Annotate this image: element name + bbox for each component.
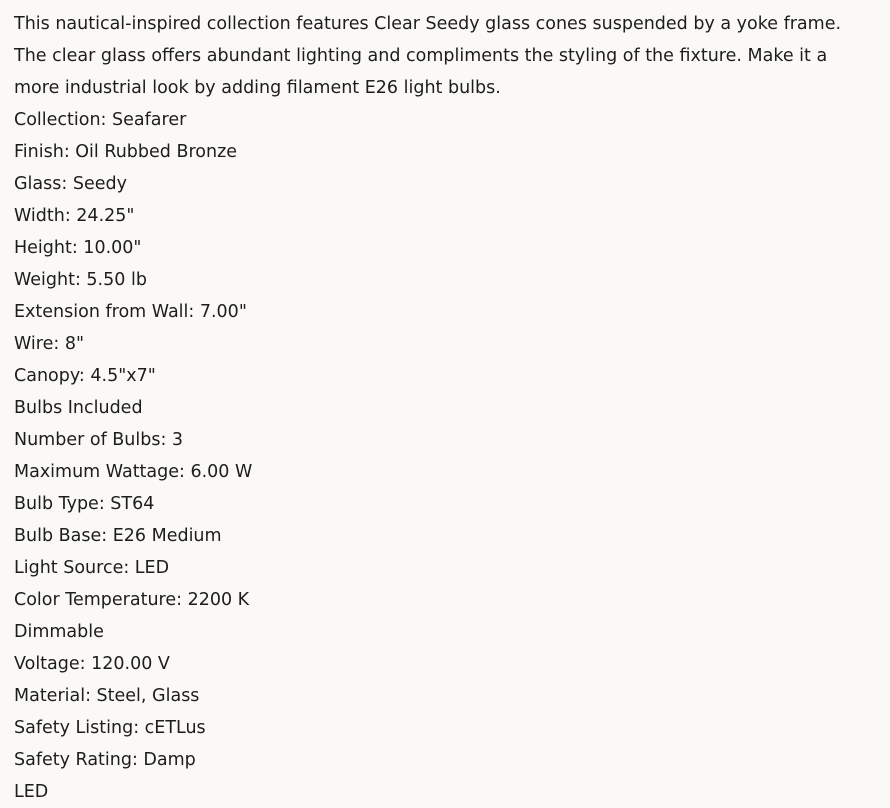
- spec-item-led: LED: [14, 782, 49, 802]
- spec-item-height: Height: 10.00": [14, 238, 142, 258]
- spec-item-dimmable: Dimmable: [14, 622, 104, 642]
- spec-item-extension-from-wall: Extension from Wall: 7.00": [14, 302, 247, 322]
- spec-item-bulb-base: Bulb Base: E26 Medium: [14, 526, 222, 546]
- product-spec-list: [14, 104, 876, 808]
- spec-item-canopy: Canopy: 4.5"x7": [14, 366, 156, 386]
- spec-item-color-temperature: Color Temperature: 2200 K: [14, 590, 250, 610]
- spec-item-maximum-wattage: Maximum Wattage: 6.00 W: [14, 462, 253, 482]
- spec-item-width: Width: 24.25": [14, 206, 135, 226]
- product-intro-paragraph: This nautical-inspired collection features Clear Seedy glass cones suspended by a yoke frame. The clear glass offers abundant lighting and compliments the styling of the fixture. Make it a more industrial look by adding filament E26 light bulbs.: [14, 14, 842, 98]
- spec-item-finish: Finish: Oil Rubbed Bronze: [14, 142, 238, 162]
- spec-item-bulbs-included: Bulbs Included: [14, 398, 143, 418]
- spec-item-safety-listing: Safety Listing: cETLus: [14, 718, 206, 738]
- spec-item-bulb-type: Bulb Type: ST64: [14, 494, 155, 514]
- spec-item-glass: Glass: Seedy: [14, 174, 127, 194]
- spec-item-collection: Collection: Seafarer: [14, 110, 187, 130]
- spec-item-wire: Wire: 8": [14, 334, 84, 354]
- spec-item-light-source: Light Source: LED: [14, 558, 170, 578]
- spec-item-material: Material: Steel, Glass: [14, 686, 200, 706]
- spec-item-weight: Weight: 5.50 lb: [14, 270, 147, 290]
- spec-item-number-of-bulbs: Number of Bulbs: 3: [14, 430, 184, 450]
- spec-item-voltage: Voltage: 120.00 V: [14, 654, 170, 674]
- spec-item-safety-rating: Safety Rating: Damp: [14, 750, 196, 770]
